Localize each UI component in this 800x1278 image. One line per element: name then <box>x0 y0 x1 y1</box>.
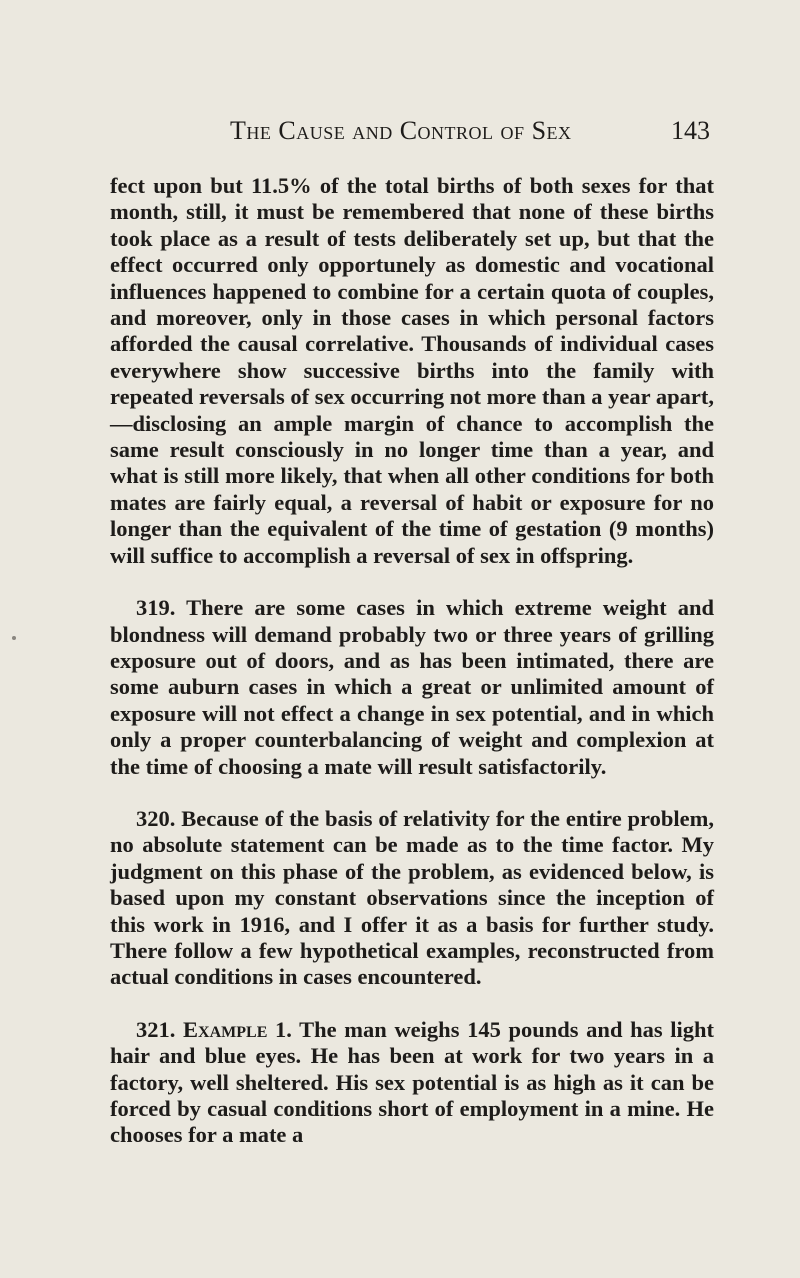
running-title: The Cause and Control of Sex <box>230 116 572 145</box>
paragraph-319 <box>110 595 714 780</box>
paragraph-text: There are some cases in which extreme weight and blondness will demand probably two or three years of grilling exposure out of doors, and as has been intimated, there are some auburn cases in which a great or unlimited amount of exposure will not effect a change in sex potential, and in which only a proper counterbalancing of weight and complexion at the time of choosing a mate will result satisfactorily. <box>110 595 715 779</box>
example-label: Example 1. <box>183 1016 292 1042</box>
paragraph-320 <box>110 806 714 991</box>
paragraph-number: 321. <box>136 1016 176 1042</box>
paragraph-number: 320. <box>136 805 176 831</box>
paragraph-text: The man weighs 145 pounds and has light hair and blue eyes. He has been at work for two years in a factory, well sheltered. His sex potential is as high as it can be forced by casual conditions short of employment in a mine. He chooses for a mate a <box>110 1016 715 1148</box>
page-header <box>230 116 710 152</box>
paragraph-number: 319. <box>136 595 176 621</box>
paragraph-continuation <box>110 173 714 569</box>
paragraph-321 <box>110 1017 714 1149</box>
page-number: 143 <box>671 116 710 145</box>
paragraph-text: Because of the basis of relativity for the entire problem, no absolute statement can be made as to the time factor. My judgment on this phase of the problem, as evidenced below, is based upon my constant observations since the inception of this work in 1916, and I offer it as a basis for further study. There follow a few hypothetical examples, reconstructed from actual conditions in cases encountered. <box>110 805 715 990</box>
paragraph-text: fect upon but 11.5% of the total births of both sexes for that month, still, it must be remembered that none of these births took place as a result of tests deliberately set up, but that the effect occurred only opportunely as domestic and vocational influences happened to combine for a certain quota of couples, and moreover, only in those cases in which personal factors afforded the causal correlative. Thousands of individual cases everywhere show successive births into the family with repeated reversals of sex occurring not more than a year apart,—disclosing an ample margin of chance to accomplish the same result consciously in no longer time than a year, and what is still more likely, that when all other conditions for both mates are fairly equal, a reversal of habit or exposure for no longer than the equivalent of the time of gestation (9 months) will suffice to accomplish a reversal of sex in offspring. <box>110 173 714 568</box>
body-text <box>110 173 714 1175</box>
margin-speck <box>12 636 16 640</box>
